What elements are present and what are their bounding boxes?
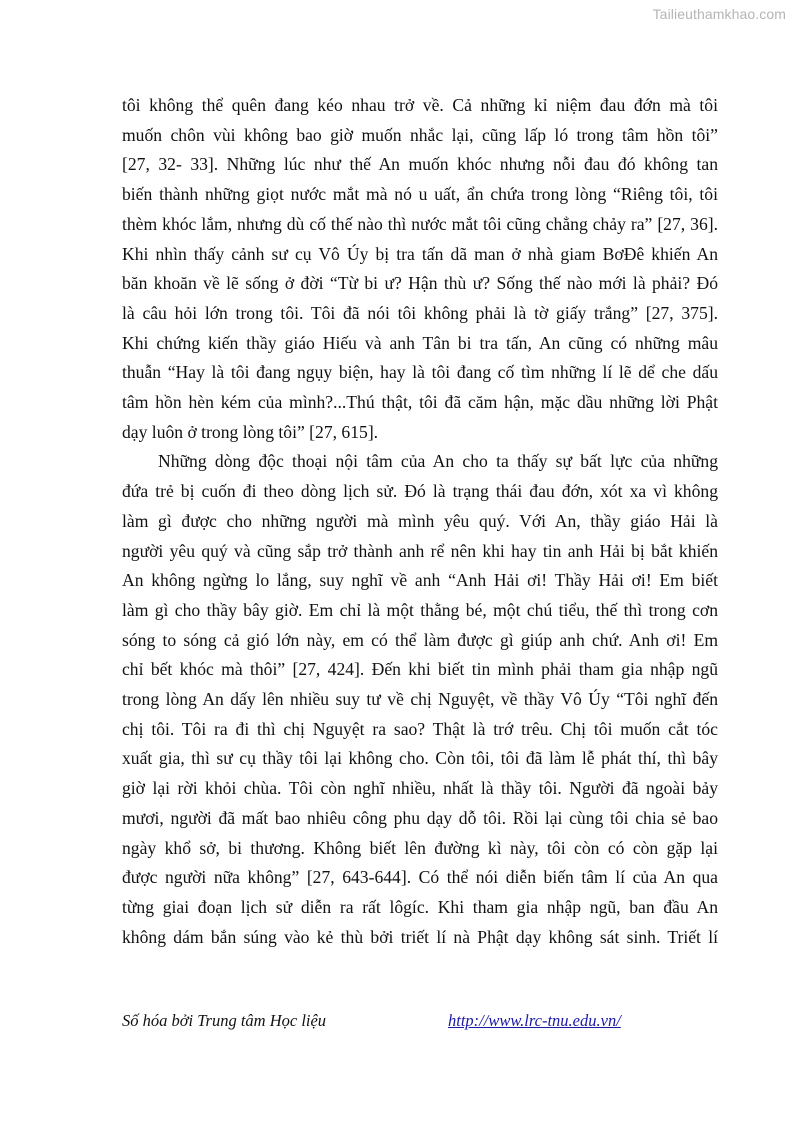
text-line: ngày khổ sở, bi thương. Không biết lên đường kì này, tôi còn có còn gặp lại: [122, 837, 718, 858]
text-line: đứa trẻ bị cuốn đi theo dòng lịch sử. Đó là trạng thái đau đớn, xót xa vì không: [122, 481, 718, 502]
text-line: An không ngừng lo lắng, suy nghĩ về anh “Anh Hải ơi! Thầy Hải ơi! Em biết: [122, 570, 718, 591]
text-line: biến thành những giọt nước mắt mà nó u uất, ẩn chứa trong lòng “Riêng tôi, tôi: [122, 184, 718, 205]
text-line: sóng to sóng cả gió lớn này, em có thể làm được gì giúp anh chứ. Anh ơi! Em: [122, 629, 718, 650]
footer-credit: Số hóa bởi Trung tâm Học liệu: [122, 1011, 327, 1030]
text-line: xuất gia, thì sư cụ thầy tôi lại không cho. Còn tôi, tôi đã làm lễ phát thí, thì bây: [122, 748, 718, 769]
text-line: dạy luôn ở trong lòng tôi” [27, 615].: [122, 421, 379, 442]
paragraph-2: [122, 447, 718, 952]
body-text: [122, 91, 718, 952]
paragraph-1: [122, 91, 718, 447]
text-line: muốn chôn vùi không bao giờ muốn nhắc lại, cũng lấp ló trong tâm hồn tôi”: [122, 124, 718, 145]
text-line: giờ lại rời khỏi chùa. Tôi còn nghĩ nhiều, nhất là thầy tôi. Người đã ngoài bảy: [122, 778, 718, 799]
text-line: người yêu quý và cũng sắp trở thành anh rể nên khi hay tin anh Hải bị bắt khiến: [122, 540, 718, 561]
text-line: làm gì được cho những người mà mình yêu quý. Với An, thầy giáo Hải là: [122, 510, 718, 531]
text-line: chỉ bết khóc mà thôi” [27, 424]. Đến khi biết tin mình phải tham gia nhập ngũ: [122, 659, 718, 680]
text-line: không dám bắn súng vào kẻ thù bởi triết lí nà Phật dạy không sát sinh. Triết lí: [122, 926, 718, 947]
text-line: Những dòng độc thoại nội tâm của An cho ta thấy sự bất lực của những: [158, 451, 718, 472]
text-line: chị tôi. Tôi ra đi thì chị Nguyệt ra sao? Thật là trớ trêu. Chị tôi muốn cắt tóc: [122, 718, 718, 739]
text-line: từng giai đoạn lịch sử diễn ra rất lôgíc. Khi tham gia nhập ngũ, ban đầu An: [122, 896, 718, 917]
footer-link[interactable]: http://www.lrc-tnu.edu.vn/: [448, 1011, 621, 1030]
text-line: thèm khóc lắm, nhưng dù cố thế nào thì nước mắt tôi cũng chẳng chảy ra” [27, 36].: [122, 213, 718, 234]
text-line: làm gì cho thầy bây giờ. Em chỉ là một thằng bé, một chú tiểu, thế thì trong cơn: [122, 599, 718, 620]
text-line: băn khoăn về lẽ sống ở đời “Từ bi ư? Hận thù ư? Sống thế nào mới là phải? Đó: [122, 273, 718, 294]
text-line: là câu hỏi lớn trong tôi. Tôi đã nói tôi không phải là tờ giấy trắng” [27, 375].: [122, 302, 718, 323]
text-line: Khi nhìn thấy cảnh sư cụ Vô Úy bị tra tấn dã man ở nhà giam BơĐê khiến An: [122, 243, 718, 264]
text-line: thuẫn “Hay là tôi đang ngụy biện, hay là tôi đang cố tìm những lí lẽ dể che dấu: [122, 362, 718, 383]
text-line: tôi không thể quên đang kéo nhau trở về. Cả những kỉ niệm đau đớn mà tôi: [122, 95, 718, 115]
text-line: Khi chứng kiến thầy giáo Hiếu và anh Tân bi tra tấn, An cũng có những mâu: [122, 332, 718, 353]
text-line: [27, 32- 33]. Những lúc như thế An muốn khóc nhưng nỗi đau đó không tan: [122, 154, 718, 175]
text-line: trong lòng An dấy lên nhiều suy tư về chị Nguyệt, về thầy Vô Úy “Tôi nghĩ đến: [122, 689, 718, 710]
text-line: tâm hồn hèn kém của mình?...Thú thật, tôi đã căm hận, mặc dầu những lời Phật: [122, 392, 718, 413]
watermark-text: Tailieuthamkhao.com: [652, 6, 786, 22]
text-line: mươi, người đã mất bao nhiêu công phu dạy dỗ tôi. Rồi lại cùng tôi chia sẻ bao: [122, 807, 718, 828]
text-line: được người nữa không” [27, 643-644]. Có thể nói diễn biến tâm lí của An qua: [122, 867, 718, 888]
